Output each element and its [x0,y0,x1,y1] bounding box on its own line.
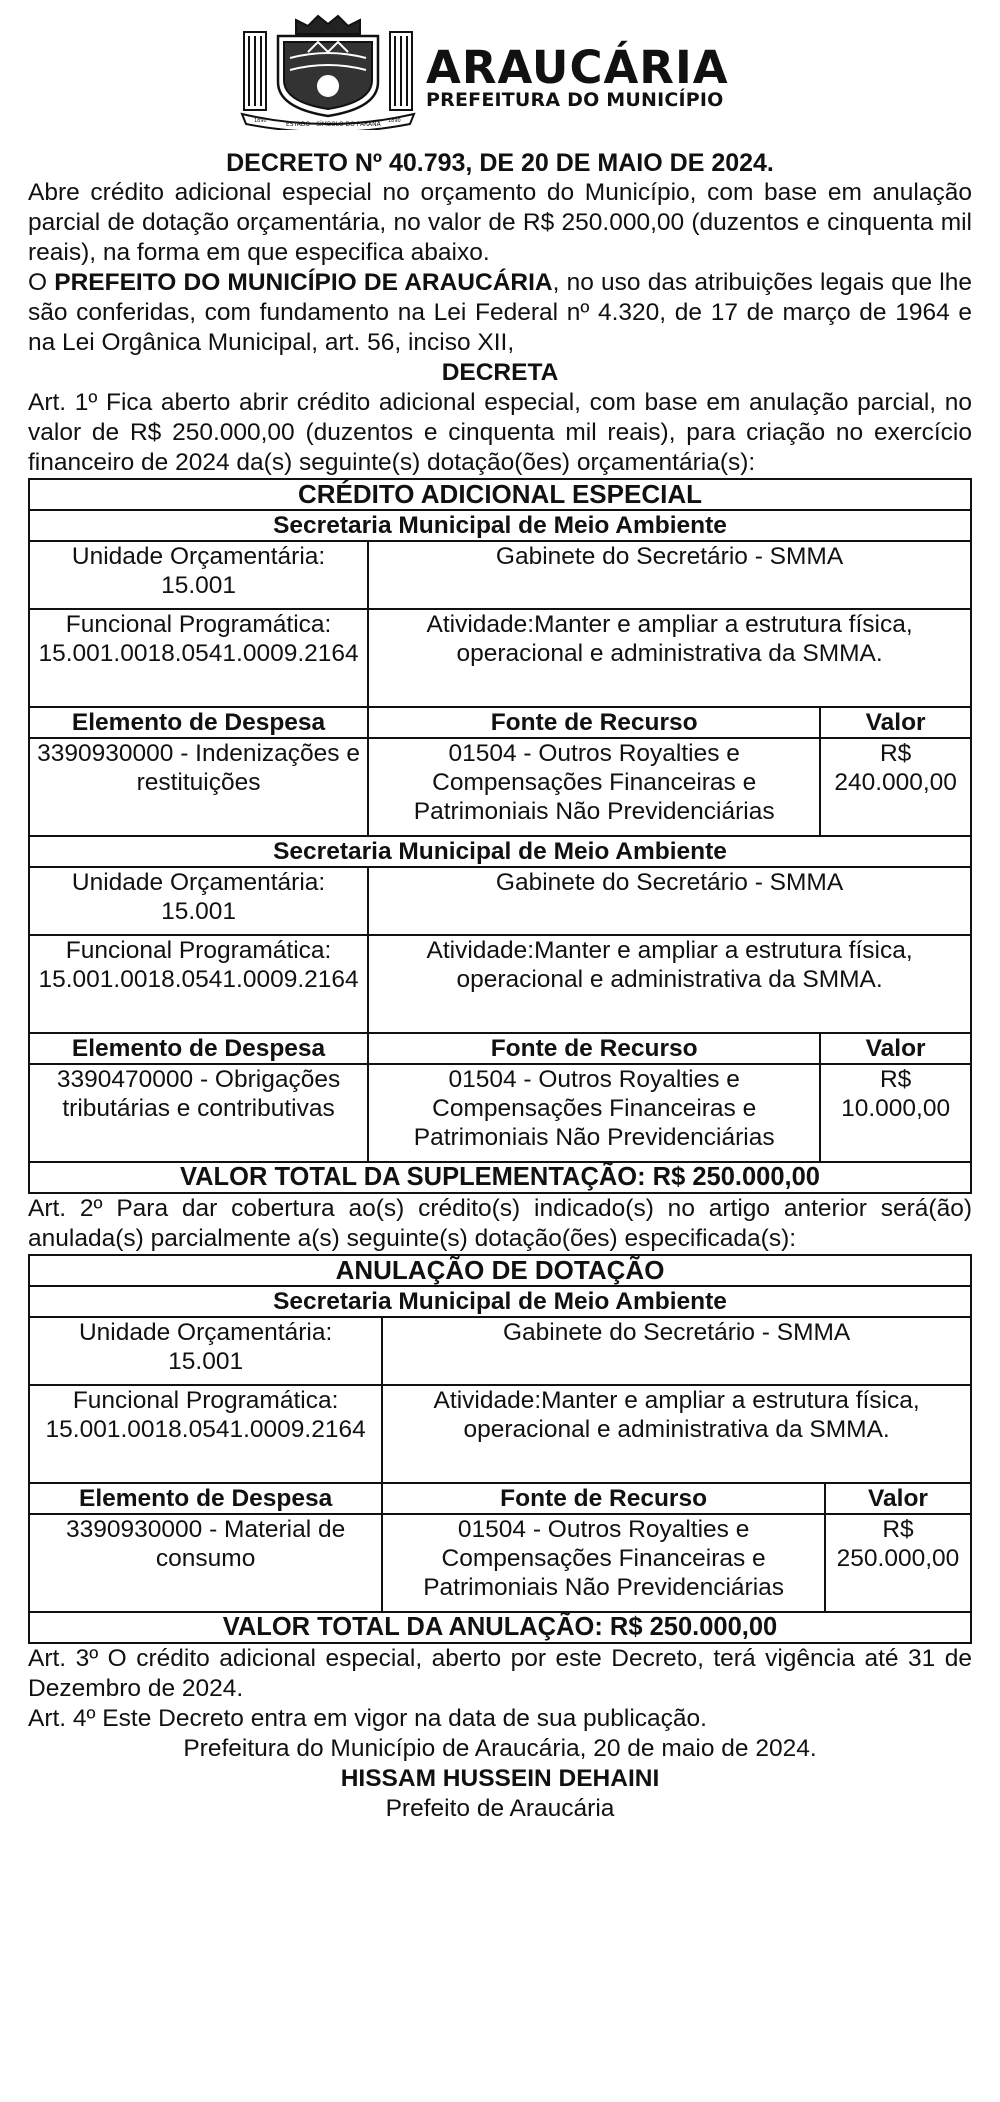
decree-title: DECRETO Nº 40.793, DE 20 DE MAIO DE 2024. [226,149,774,177]
funcional-cell: Funcional Programática: 15.001.0018.0541.0009.2164 [29,609,368,707]
col-elemento: Elemento de Despesa [29,1033,368,1064]
unidade-cell: Unidade Orçamentária: 15.001 [29,541,368,609]
valor-cell: R$ 240.000,00 [820,738,971,836]
fonte-cell: 01504 - Outros Royalties e Compensações Financeiras e Patrimoniais Não Previdenciárias [368,738,820,836]
funcional-cell: Funcional Programática: 15.001.0018.0541.0009.2164 [29,935,368,1033]
svg-text:ESTADO - SÍMBOLO DO PARANÁ: ESTADO - SÍMBOLO DO PARANÁ [286,121,381,128]
col-fonte: Fonte de Recurso [382,1483,825,1514]
municipal-crest-icon [238,12,418,130]
brand-subtitle: PREFEITURA DO MUNICÍPIO [426,89,724,111]
atividade-cell: Atividade:Manter e ampliar a estrutura física, operacional e administrativa da SMMA. [368,609,971,707]
article-1: Art. 1º Fica aberto abrir crédito adicional especial, com base em anulação parcial, no valor de R$ 250.000,00 (duzentos e cinquenta mil reais), para criação no exercício financeiro de 2024 da(s) seguinte(s) dotação(ões) orçamentária(s): [28,389,972,476]
article-2: Art. 2º Para dar cobertura ao(s) crédito(s) indicado(s) no artigo anterior será(ão) anulada(s) parcialmente a(s) seguinte(s) dotação(ões) especificada(s): [28,1195,972,1252]
credit-table-title: CRÉDITO ADICIONAL ESPECIAL [29,479,971,510]
brand-name: ARAUCÁRIA [426,41,729,94]
fonte-cell: 01504 - Outros Royalties e Compensações Financeiras e Patrimoniais Não Previdenciárias [382,1514,825,1612]
secretaria-heading: Secretaria Municipal de Meio Ambiente [29,1286,971,1317]
annul-total: VALOR TOTAL DA ANULAÇÃO: R$ 250.000,00 [29,1612,971,1643]
valor-cell: R$ 10.000,00 [820,1064,971,1162]
article-4: Art. 4º Este Decreto entra em vigor na data de sua publicação. [28,1705,707,1732]
secretaria-heading: Secretaria Municipal de Meio Ambiente [29,836,971,867]
col-elemento: Elemento de Despesa [29,707,368,738]
svg-text:1890: 1890 [254,118,267,124]
credit-table [28,478,972,1194]
decree-preamble: O PREFEITO DO MUNICÍPIO DE ARAUCÁRIA, no uso das atribuições legais que lhe são conferidas, com fundamento na Lei Federal nº 4.320, de 17 de março de 1964 e na Lei Orgânica Municipal, art. 56, inciso XII, [28,269,972,356]
col-elemento: Elemento de Despesa [29,1483,382,1514]
elemento-cell: 3390930000 - Material de consumo [29,1514,382,1612]
col-fonte: Fonte de Recurso [368,1033,820,1064]
credit-total: VALOR TOTAL DA SUPLEMENTAÇÃO: R$ 250.000,00 [29,1162,971,1193]
article-3: Art. 3º O crédito adicional especial, aberto por este Decreto, terá vigência até 31 de Dezembro de 2024. [28,1645,972,1702]
elemento-cell: 3390930000 - Indenizações e restituições [29,738,368,836]
decreta-heading: DECRETA [441,359,559,386]
annul-table [28,1254,972,1644]
valor-cell: R$ 250.000,00 [825,1514,971,1612]
col-fonte: Fonte de Recurso [368,707,820,738]
brand-block [426,41,729,111]
unidade-cell: Unidade Orçamentária: 15.001 [29,867,368,935]
signer-role: Prefeito de Araucária [385,1795,615,1822]
annul-table-title: ANULAÇÃO DE DOTAÇÃO [29,1255,971,1286]
funcional-cell: Funcional Programática: 15.001.0018.0541.0009.2164 [29,1385,382,1483]
place-date: Prefeitura do Município de Araucária, 20 de maio de 2024. [183,1735,817,1762]
secretaria-heading: Secretaria Municipal de Meio Ambiente [29,510,971,541]
atividade-cell: Atividade:Manter e ampliar a estrutura física, operacional e administrativa da SMMA. [368,935,971,1033]
col-valor: Valor [820,707,971,738]
unidade-cell: Unidade Orçamentária: 15.001 [29,1317,382,1385]
col-valor: Valor [820,1033,971,1064]
col-valor: Valor [825,1483,971,1514]
fonte-cell: 01504 - Outros Royalties e Compensações Financeiras e Patrimoniais Não Previdenciárias [368,1064,820,1162]
elemento-cell: 3390470000 - Obrigações tributárias e contributivas [29,1064,368,1162]
unidade-name: Gabinete do Secretário - SMMA [368,867,971,935]
unidade-name: Gabinete do Secretário - SMMA [368,541,971,609]
decree-summary: Abre crédito adicional especial no orçamento do Município, com base em anulação parcial de dotação orçamentária, no valor de R$ 250.000,00 (duzentos e cinquenta mil reais), na forma em que especifica abaixo. [28,179,972,266]
decree-page [28,0,972,1824]
atividade-cell: Atividade:Manter e ampliar a estrutura física, operacional e administrativa da SMMA. [382,1385,971,1483]
svg-text:1890: 1890 [388,118,401,124]
signer-name: HISSAM HUSSEIN DEHAINI [340,1765,660,1792]
mayor-title: PREFEITO DO MUNICÍPIO DE ARAUCÁRIA [54,269,553,296]
header [28,0,972,140]
unidade-name: Gabinete do Secretário - SMMA [382,1317,971,1385]
